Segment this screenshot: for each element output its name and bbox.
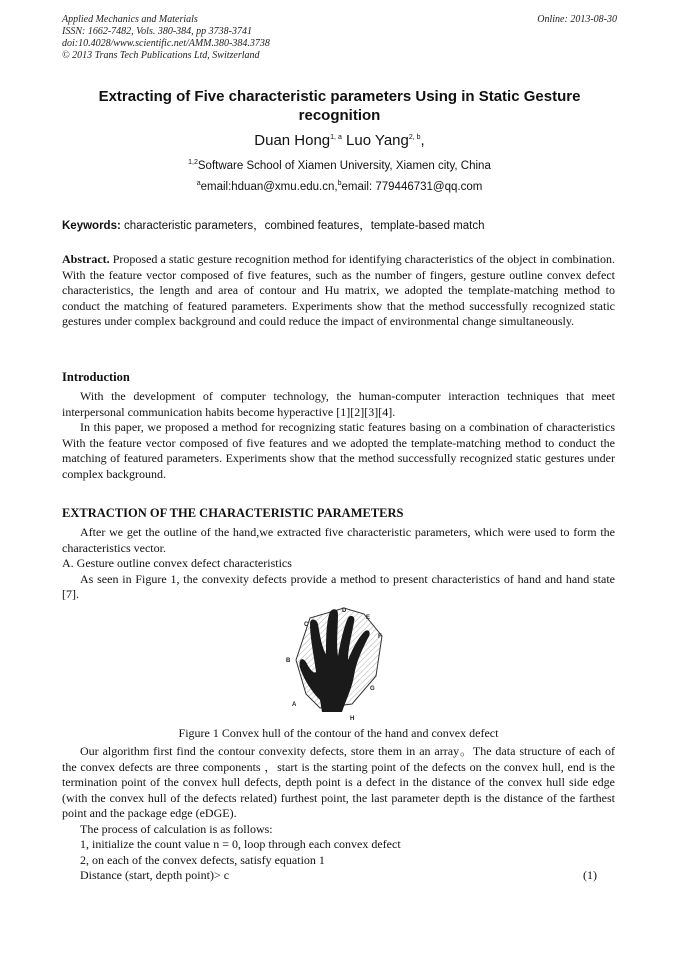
keywords <box>62 217 617 233</box>
email-b: email: 779446731@qq.com <box>341 181 483 193</box>
extraction-section <box>62 506 615 603</box>
doi-line: doi:10.4028/www.scientific.net/AMM.380-384.3738 <box>62 38 270 49</box>
author-name: Luo Yang <box>341 132 409 149</box>
equation-text: Distance (start, depth point)> c <box>80 868 230 882</box>
figure-label: F <box>378 634 382 640</box>
hand-convex-hull-figure <box>282 604 397 722</box>
keywords-text: characteristic parameters，combined features，template-based match <box>120 220 485 232</box>
issn-line: ISSN: 1662-7482, Vols. 380-384, pp 3738-3741 <box>62 26 252 37</box>
figure-label: H <box>350 716 355 722</box>
journal-name: Applied Mechanics and Materials <box>62 14 198 25</box>
paragraph: Our algorithm first find the contour convexity defects, store them in an array。The data structure of each of the convex defects are three components ，start is the starting point of the defects on the convex hull, end is the termination point of the convex hull defects, depth point is a defect in the distance of the convex hull side edge (with the convex hull of the defects related) furthest point, the last parameter depth is the distance of the farthest point and the package edge (eDGE). <box>62 744 615 820</box>
figure-label: E <box>366 615 371 621</box>
author-superscript: 1, a <box>330 134 342 141</box>
step-2: 2, on each of the convex defects, satisfy equation 1 <box>80 852 325 867</box>
author-trailing-comma: , <box>420 132 425 149</box>
introduction-section <box>62 370 615 482</box>
copyright-line: © 2013 Trans Tech Publications Ltd, Switzerland <box>62 50 260 61</box>
paragraph: After we get the outline of the hand,we extracted five characteristic parameters, which were used to form the characteristics vector. <box>62 525 615 555</box>
step-1: 1, initialize the count value n = 0, loop through each convex defect <box>80 837 401 851</box>
email-superscript: b <box>337 180 342 188</box>
section-heading: EXTRACTION OF THE CHARACTERISTIC PARAMETERS <box>62 506 404 520</box>
paragraph: As seen in Figure 1, the convexity defects provide a method to present characteristics of hand and hand state [7]. <box>62 571 615 601</box>
affiliation <box>62 160 617 172</box>
section-heading: Introduction <box>62 370 130 384</box>
affiliation-text: Software School of Xiamen University, Xiamen city, China <box>197 160 491 172</box>
figure-label: B <box>286 658 291 664</box>
paper-title: Extracting of Five characteristic parameters Using in Static Gesture recognition <box>98 88 581 124</box>
email-line <box>62 181 617 193</box>
journal-header <box>62 14 617 62</box>
process-intro: The process of calculation is as follows: <box>80 821 273 836</box>
figure-label: C <box>304 622 309 628</box>
email-superscript: a <box>196 180 201 188</box>
author-name: Duan Hong <box>254 132 331 149</box>
online-date: Online: 2013-08-30 <box>537 14 617 25</box>
figure-caption: Figure 1 Convex hull of the contour of the hand and convex defect <box>178 726 499 740</box>
algorithm-section <box>62 744 615 884</box>
author-superscript: 2, b <box>408 134 421 141</box>
figure-label: D <box>342 608 347 614</box>
paragraph: In this paper, we proposed a method for recognizing static features basing on a combination of characteristics With the feature vector composed of five features and we adopted the template-matching method to conduct the matching of featured parameters. Experiments show that the method successfully recognized static gestures under complex background. <box>62 420 615 481</box>
equation-number: (1) <box>583 868 597 882</box>
email-a: email:hduan@xmu.edu.cn, <box>200 181 338 193</box>
figure-label: A <box>292 702 297 708</box>
equation-1 <box>62 868 615 884</box>
keywords-label: Keywords: <box>62 220 121 232</box>
figure-label: G <box>370 686 375 692</box>
abstract-label: Abstract. <box>62 252 110 266</box>
affiliation-superscript: 1,2 <box>188 159 198 167</box>
author-line <box>62 132 617 149</box>
abstract-text: Proposed a static gesture recognition method for identifying characteristics of the object in combination. With the feature vector composed of five features, such as the number of fingers, gesture outline convex defect characteristics, the length and area of contour and Hu matrix, we adopted the template-matching method to conduct the matching of featured parameters. Experiments show that the method successfully recognized static gestures under complex background and could reduce the impact of environmental change simultaneously. <box>62 252 615 328</box>
abstract <box>62 252 615 330</box>
paragraph: With the development of computer technology, the human-computer interaction techniques that meet interpersonal communication habits become hyperactive [1][2][3][4]. <box>62 389 615 419</box>
subsection-heading: A. Gesture outline convex defect characteristics <box>62 556 292 570</box>
